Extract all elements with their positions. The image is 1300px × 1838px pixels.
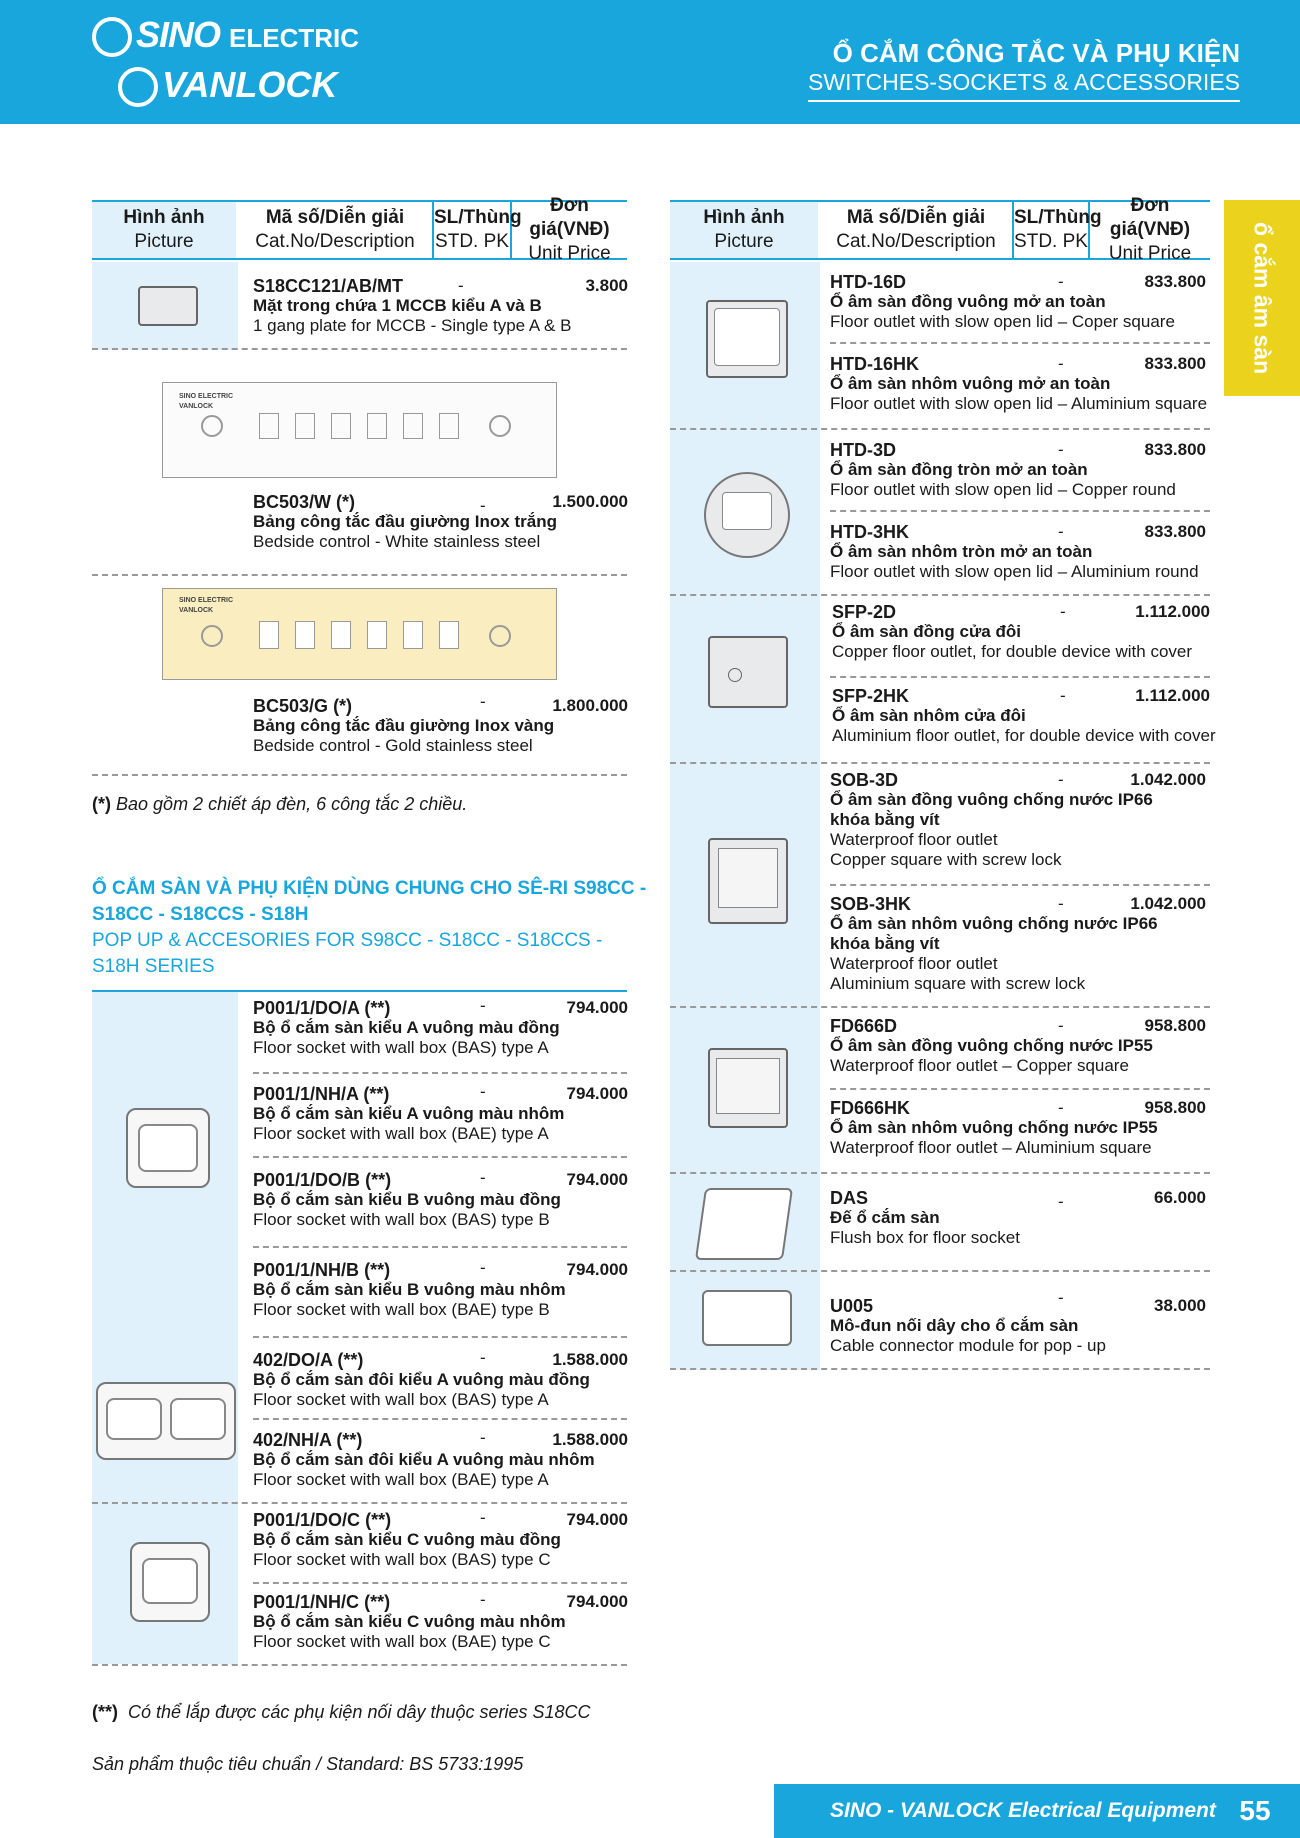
divider [253,1582,627,1584]
divider [253,1246,627,1248]
product-item: P001/1/NH/C (**) Bộ ổ cắm sàn kiểu C vuông màu nhôm Floor socket with wall box (BAE) type C [253,1592,566,1651]
section-title: Ổ CẮM SÀN VÀ PHỤ KIỆN DÙNG CHUNG CHO SÊ-RI S98CC - S18CC - S18CCS - S18H POP UP & ACCESORIES FOR S98CC - S18CC - S18CCS - S18H SERIES [92,878,647,977]
logo-vanlock: VANLOCK [118,64,337,107]
product-item: P001/1/NH/B (**) Bộ ổ cắm sàn kiểu B vuông màu nhôm Floor socket with wall box (BAE) type B [253,1260,566,1319]
product-item: HTD-16D Ổ âm sàn đồng vuông mở an toàn Floor outlet with slow open lid – Coper square [830,272,1175,331]
product-item: FD666HK Ổ âm sàn nhôm vuông chống nước IP55 Waterproof floor outlet – Aluminium square [830,1098,1158,1157]
product-item: U005 Mô-đun nối dây cho ổ cắm sàn Cable connector module for pop - up [830,1296,1106,1355]
product-item: HTD-16HK Ổ âm sàn nhôm vuông mở an toàn Floor outlet with slow open lid – Aluminium square [830,354,1208,413]
divider [670,762,1210,764]
page-number: 55 [1239,1795,1271,1826]
product-item: DAS Đế ổ cắm sàn Flush box for floor socket [830,1188,1020,1247]
product-item: 402/DO/A (**) Bộ ổ cắm sàn đôi kiểu A vuông màu đồng Floor socket with wall box (BAS) type A [253,1350,590,1409]
divider [92,1502,627,1504]
page-title: Ổ CẮM CÔNG TẮC VÀ PHỤ KIỆN SWITCHES-SOCKETS & ACCESSORIES [808,38,1240,102]
logo-sino: SINO ELECTRIC [92,14,359,57]
product-image-floor-socket-a [126,1108,210,1188]
divider [830,676,1210,678]
product-image-das-box [695,1188,793,1260]
product-image-fd666 [708,1048,788,1128]
product-item: S18CC121/AB/MT Mặt trong chứa 1 MCCB kiểu A và B 1 gang plate for MCCB - Single type A & B [253,276,572,335]
product-item: P001/1/DO/B (**) Bộ ổ cắm sàn kiểu B vuông màu đồng Floor socket with wall box (BAS) type B [253,1170,561,1229]
footer-bar: SINO - VANLOCK Electrical Equipment [774,1784,1300,1838]
note-2: (**) Có thể lắp được các phụ kiện nối dây thuộc series S18CC [92,1702,591,1722]
product-item: SFP-2HK Ổ âm sàn nhôm cửa đôi Aluminium floor outlet, for double device with cover [832,686,1216,745]
product-item: HTD-3D Ổ âm sàn đồng tròn mở an toàn Floor outlet with slow open lid – Copper round [830,440,1176,499]
divider [92,574,627,576]
product-item: SFP-2D Ổ âm sàn đồng cửa đôi Copper floor outlet, for double device with cover [832,602,1193,661]
product-image-mccb-plate [138,286,198,326]
product-image-htd-square [706,300,788,378]
divider [670,1368,1210,1370]
table-header-left: Hình ảnh Picture Mã số/Diễn giải Cat.No/Description SL/Thùng STD. PK Đơn giá(VNĐ) Unit Price [92,200,627,260]
divider [253,1072,627,1074]
divider [830,510,1210,512]
divider [670,1270,1210,1272]
product-item: BC503/G (*) Bảng công tắc đầu giường Inox vàng Bedside control - Gold stainless steel [253,696,555,755]
product-image-floor-socket-c [130,1542,210,1622]
product-image-sob [708,838,788,924]
divider [830,884,1210,886]
divider [92,774,627,776]
product-item: P001/1/DO/C (**) Bộ ổ cắm sàn kiểu C vuông màu đồng Floor socket with wall box (BAS) type C [253,1510,561,1569]
note-1: (*) Bao gồm 2 chiết áp đèn, 6 công tắc 2 chiều. [92,794,468,814]
product-item: HTD-3HK Ổ âm sàn nhôm tròn mở an toàn Floor outlet with slow open lid – Aluminium round [830,522,1199,581]
divider [830,1088,1210,1090]
vanlock-emblem-icon [118,67,158,107]
divider [670,428,1210,430]
product-item: P001/1/NH/A (**) Bộ ổ cắm sàn kiểu A vuông màu nhôm Floor socket with wall box (BAE) type A [253,1084,565,1143]
divider [253,1156,627,1158]
product-image-bedside-gold: SINO ELECTRIC VANLOCK [162,588,557,680]
globe-icon [92,17,132,57]
divider [253,1336,627,1338]
divider [92,990,627,992]
divider [253,1418,627,1420]
product-image-htd-round [704,472,790,558]
product-item: 402/NH/A (**) Bộ ổ cắm sàn đôi kiểu A vuông màu nhôm Floor socket with wall box (BAE) type A [253,1430,595,1489]
product-image-floor-socket-double [96,1382,236,1460]
product-item: P001/1/DO/A (**) Bộ ổ cắm sàn kiểu A vuông màu đồng Floor socket with wall box (BAS) type A [253,998,560,1057]
divider [92,348,627,350]
product-item: FD666D Ổ âm sàn đồng vuông chống nước IP55 Waterproof floor outlet – Copper square [830,1016,1153,1075]
standard-note: Sản phẩm thuộc tiêu chuẩn / Standard: BS 5733:1995 [92,1754,524,1774]
product-item: BC503/W (*) Bảng công tắc đầu giường Inox trắng Bedside control - White stainless steel [253,492,557,551]
product-item: SOB-3D Ổ âm sàn đồng vuông chống nước IP66 khóa bằng vít Waterproof floor outlet Copper square with screw lock [830,770,1153,869]
product-image-bedside-white: SINO ELECTRIC VANLOCK [162,382,557,478]
divider [92,1664,627,1666]
divider [670,1006,1210,1008]
table-header-right: Hình ảnh Picture Mã số/Diễn giải Cat.No/Description SL/Thùng STD. PK Đơn giá(VNĐ) Unit Price [670,200,1210,260]
product-image-u005-module [702,1290,792,1346]
side-tab: ổ cắm âm sàn [1224,200,1300,396]
divider [670,1172,1210,1174]
divider [830,342,1210,344]
divider [670,594,1210,596]
product-image-sfp [708,636,788,708]
product-item: SOB-3HK Ổ âm sàn nhôm vuông chống nước IP66 khóa bằng vít Waterproof floor outlet Aluminium square with screw lock [830,894,1158,993]
